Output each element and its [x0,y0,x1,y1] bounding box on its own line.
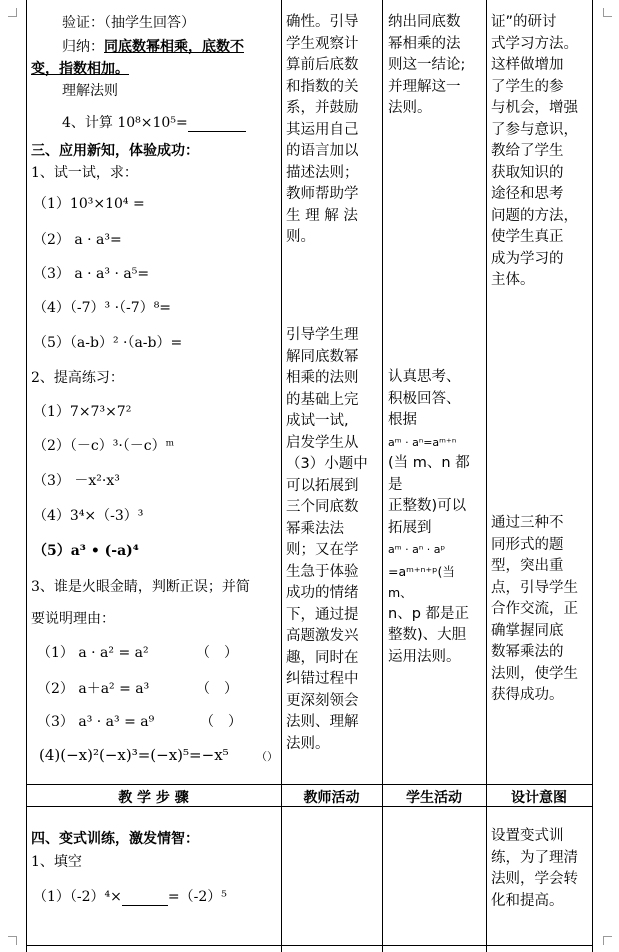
try-item: （1）10³×10⁴ = [33,196,145,212]
summary-rule-cont: 变，指数相加。 [31,61,129,77]
try-item: （4）（-7）³ ·（-7）⁸= [33,300,172,316]
text-line: 拓展到 [388,519,432,536]
text-line: 点，引导学生 [491,579,578,596]
table-right-border [592,0,593,952]
text-line: 法则，使学生 [491,665,578,682]
text-line: 相乘的法则 [286,370,359,386]
header-student-activity: 学生活动 [406,790,462,806]
text-line: 三个同底数 [286,499,359,515]
text-line: 引导学生理 [286,327,359,343]
design-intent-bottom [491,826,587,912]
text-line: 并理解这一 [388,78,461,95]
text-line: 认真思考、 [388,369,461,385]
text-line: 纳出同底数 [388,14,461,30]
text-line: 了学生的参 [491,78,564,95]
try-item: （3） a · a³ · a⁵= [33,266,150,282]
table-row-divider-1 [26,784,593,785]
formula-line: aᵐ · aⁿ=aᵐ⁺ⁿ [388,435,457,449]
text-line: 的语言加以 [286,143,359,159]
text-line: 算前后底数 [286,57,359,73]
summary-label: 归纳： [62,39,104,55]
text-line: 数幂乘法的 [491,644,564,660]
text-line: 高题激发兴 [286,628,359,644]
teacher-activity-top [286,12,378,249]
teacher-activity-mid [286,325,378,755]
text-line: 解同底数幂 [286,348,359,365]
calc-exercise [62,112,246,132]
understand-rule: 理解法则 [62,83,118,99]
table-col-divider-1 [281,0,282,952]
try-heading: 1、试一试，求： [31,165,138,181]
formula-line: aᵐ · aⁿ · aᵖ [388,543,446,556]
text-line: 教给了学生 [491,143,564,159]
fill-blank[interactable] [122,889,168,906]
text-line: 趣，同时在 [286,649,359,666]
text-line: 纠错过程中 [286,671,359,687]
text-line: 生急于体验 [286,563,359,580]
judge-item: (4)(−x)²(−x)³=(−x)⁵=−x⁵ [39,746,229,764]
text-line: 法则。 [286,735,330,752]
page-corner-mark [603,8,612,17]
text-line: 同形式的题 [491,536,564,553]
answer-blank[interactable] [188,115,246,132]
fill-exercise-right: =（-2）⁵ [167,889,227,905]
improve-item: （5）a³ • (-a)⁴ [33,543,139,559]
text-line: 正整数)可以 [388,498,467,514]
text-line: (当 m、n 都是 [388,455,470,493]
summary-line [62,36,244,56]
text-line: 设置变式训 [491,828,564,844]
text-line: 确掌握同底 [491,622,564,639]
text-line: 了参与意识， [491,121,578,138]
text-line: 可以拓展到 [286,477,359,494]
text-line: 证”的研讨 [491,14,557,30]
text-line: 教师帮助学 [286,186,359,202]
judge-heading-cont: 要说明理由： [31,611,115,627]
judge-item: （2） a＋a² = a³ [37,681,150,697]
text-line: 描述法则； [286,164,359,181]
student-activity-mid [388,367,480,668]
judge-answer-bracket[interactable]: （ ） [200,714,242,730]
text-line: 通过三种不 [491,515,564,531]
text-line: 则这一结论; [388,57,466,73]
text-line: 法则、理解 [286,714,359,730]
text-line: 下，通过提 [286,606,359,623]
student-activity-top [388,12,480,120]
design-intent-mid [491,513,587,707]
text-line: 和指数的关 [286,78,359,95]
judge-answer-bracket[interactable]: （） [256,750,278,763]
header-design-intent: 设计意图 [511,790,567,806]
text-line: 确性。引导 [286,14,359,30]
judge-item: （1） a · a² = a² [37,645,149,661]
text-line: 更深刻领会 [286,692,359,709]
judge-answer-bracket[interactable]: （ ） [196,645,238,661]
table-col-divider-2 [382,0,383,952]
fill-heading: 1、填空 [31,854,82,870]
improve-item: （4）3⁴×（-3）³ [33,508,144,524]
header-teaching-steps: 教 学 步 骤 [118,790,189,806]
text-line: 型，突出重 [491,558,564,574]
design-intent-top [491,12,587,292]
section-3-title: 三、应用新知，体验成功： [31,143,199,159]
text-line: 运用法则。 [388,648,461,665]
text-line: 成功的情绪 [286,585,359,601]
text-line: 整数)、大胆 [388,627,467,643]
calc-exercise-text: 4、计算 10⁸×10⁵= [62,115,188,131]
text-line: 学生观察计 [286,35,359,52]
improve-item: （2）（－c）³·（－c）ᵐ [33,438,175,454]
text-line: 成试一试, [286,413,349,429]
fill-exercise-left: （1）（-2）⁴× [33,889,122,905]
judge-answer-bracket[interactable]: （ ） [196,681,238,697]
try-item: （2） a · a³= [33,232,122,248]
judge-heading: 3、谁是火眼金睛，判断正误；并简 [31,579,250,595]
page-corner-mark [8,8,17,17]
text-line: 获得成功。 [491,687,564,703]
judge-item: （3） a³ · a³ = a⁹ [37,714,155,730]
improve-heading: 2、提高练习： [31,370,124,386]
text-line: n、p 都是正 [388,605,470,622]
text-line: 主体。 [491,272,535,288]
text-line: 使学生真正 [491,229,564,245]
text-line: 则。 [286,229,315,245]
text-line: 法则。 [388,100,432,116]
text-line: 则；又在学 [286,542,359,558]
verify-line: 验证：（抽学生回答） [62,15,195,31]
section-4-title: 四、变式训练，激发情智： [31,831,199,847]
text-line: =aᵐ⁺ⁿ⁺ᵖ(当 m、 [388,563,455,600]
text-line: 生 理 解 法 [286,207,358,224]
page-corner-mark [8,936,17,945]
text-line: 幂相乘的法 [388,35,461,52]
text-line: 合作交流，正 [491,601,578,617]
improve-item: （3） －x²·x³ [33,473,120,489]
table-left-border [26,0,27,952]
summary-rule: 同底数幂相乘，底数不 [104,39,244,55]
text-line: 化和提高。 [491,892,564,909]
header-teacher-activity: 教师活动 [303,790,360,806]
fill-exercise [33,886,227,906]
text-line: 的基础上完 [286,391,359,408]
table-col-divider-3 [486,0,487,952]
improve-item: （1）7×7³×7² [33,404,132,420]
text-line: 问题的方法， [491,207,578,224]
text-line: 其运用自己 [286,121,359,138]
text-line: 练，为了理清 [491,849,578,866]
text-line: 根据 [388,412,417,428]
text-line: 法则，学会转 [491,871,578,887]
page-corner-mark [603,936,612,945]
text-line: 积极回答、 [388,390,461,407]
text-line: 启发学生从 [286,434,359,451]
table-bottom-border [26,945,593,946]
text-line: 幂乘法法 [286,520,344,537]
text-line: （3）小题中 [286,456,368,472]
text-line: 获取知识的 [491,164,564,181]
text-line: 这样做增加 [491,57,564,73]
text-line: 式学习方法。 [491,35,578,52]
text-line: 成为学习的 [491,250,564,267]
text-line: 系，并鼓励 [286,100,359,116]
text-line: 与机会，增强 [491,100,578,116]
try-item: （5）（a-b）² ·（a-b）= [33,335,183,351]
text-line: 途径和思考 [491,186,564,202]
